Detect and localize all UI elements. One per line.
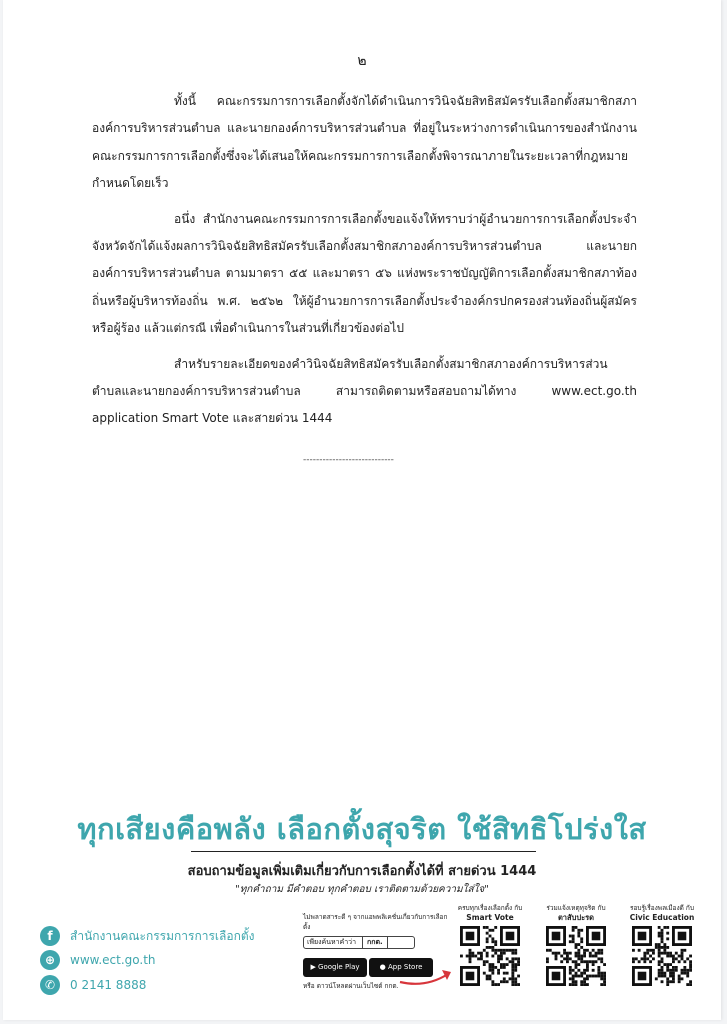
apple-icon: ● [379, 963, 388, 971]
contact-phone[interactable] [40, 975, 146, 995]
document-body [92, 88, 637, 441]
contact-phone-label: 0 2141 8888 [70, 978, 147, 992]
contact-facebook-label: สำนักงานคณะกรรมการการเลือกตั้ง [70, 928, 255, 943]
paragraph-2: อนึ่ง สำนักงานคณะกรรมการการเลือกตั้งขอแจ้งให้ทราบว่าผู้อำนวยการการเลือกตั้งประจำจังหวัดจักได้แจ้งผลการวินิจฉัยสิทธิสมัครรับเลือกตั้งสมาชิกสภาองค์การบริหารส่วนตำบล และนายกองค์การบริหารส่วนตำบล ตามมาตรา ๕๕ และมาตรา ๕๖ แห่งพระราชบัญญัติการเลือกตั้งสมาชิกสภาท้องถิ่นหรือผู้บริหารท้องถิ่น พ.ศ. ๒๕๖๒ ให้ผู้อำนวยการการเลือกตั้งประจำองค์กรปกครองส่วนท้องถิ่นผู้สมัคร หรือผู้ร้อง แล้วแต่กรณี เพื่อดำเนินการในส่วนที่เกี่ยวข้องต่อไป [92, 211, 637, 336]
qr-civic-education[interactable]: รอบรู้เรื่องพลเมืองดี กับ Civic Education [616, 904, 708, 986]
paragraph-3: สำหรับรายละเอียดของคำวินิจฉัยสิทธิสมัครรับเลือกตั้งสมาชิกสภาองค์การบริหารส่วนตำบลและนายกองค์การบริหารส่วนตำบล สามารถติดตามหรือสอบถามได้ทาง www.ect.go.th application Smart Vote และสายด่วน 1444 [92, 356, 637, 426]
contact-website-label: www.ect.go.th [70, 953, 156, 967]
phone-icon: ✆ [40, 975, 60, 995]
contact-facebook[interactable] [40, 926, 254, 946]
campaign-slogan: ทุกเสียงคือพลัง เลือกตั้งสุจริต ใช้สิทธิโปร่งใส [77, 812, 647, 846]
end-separator: ---------------------------- [303, 455, 394, 465]
app-store-badge[interactable]: ● App Store [369, 958, 433, 977]
apps-caption: ไม่พลาดสาระดี ๆ จากแอพพลิเคชั่นเกี่ยวกับการเลือกตั้ง [303, 913, 448, 931]
document-page [3, 0, 721, 1020]
google-play-badge[interactable]: ▶ Google Play [303, 958, 367, 977]
qr-smart-vote[interactable]: ครบทุกเรื่องเลือกตั้ง กับ Smart Vote [447, 904, 533, 986]
search-term: กกต. [362, 936, 388, 949]
qr-code-icon [546, 926, 606, 986]
paragraph-1: ทั้งนี้ คณะกรรมการการเลือกตั้งจักได้ดำเนินการวินิจฉัยสิทธิสมัครรับเลือกตั้งสมาชิกสภาองค์การบริหารส่วนตำบล และนายกองค์การบริหารส่วนตำบล ที่อยู่ในระหว่างการดำเนินการของสำนักงานคณะกรรมการการเลือกตั้งซึ่งจะได้เสนอให้คณะกรรมการการเลือกตั้งพิจารณาภายในระยะเวลาที่กฎหมายกำหนดโดยเร็ว [92, 94, 637, 191]
globe-icon: ⊕ [40, 950, 60, 970]
download-note: หรือ ดาวน์โหลดผ่านเว็บไซต์ กกต. [303, 981, 399, 990]
motto-text: "ทุกคำถาม มีคำตอบ ทุกคำตอบ เราติดตามด้วยความใส่ใจ" [235, 884, 489, 895]
search-prefix: เพียงค้นหาคำว่า [307, 938, 357, 946]
slogan-divider [191, 851, 536, 852]
facebook-icon: f [40, 926, 60, 946]
google-play-icon: ▶ [310, 963, 319, 971]
contact-website[interactable] [40, 950, 156, 970]
hotline-text: สอบถามข้อมูลเพิ่มเติมเกี่ยวกับการเลือกตั้งได้ที่ สายด่วน 1444 [187, 864, 537, 879]
qr-pineapple-eye[interactable]: ร่วมแจ้งเหตุทุจริต กับ ตาสับปะรด [533, 904, 619, 986]
qr-code-icon [632, 926, 692, 986]
app-search-box [303, 936, 415, 949]
qr-code-icon [460, 926, 520, 986]
page-number: ๒ [357, 53, 367, 69]
